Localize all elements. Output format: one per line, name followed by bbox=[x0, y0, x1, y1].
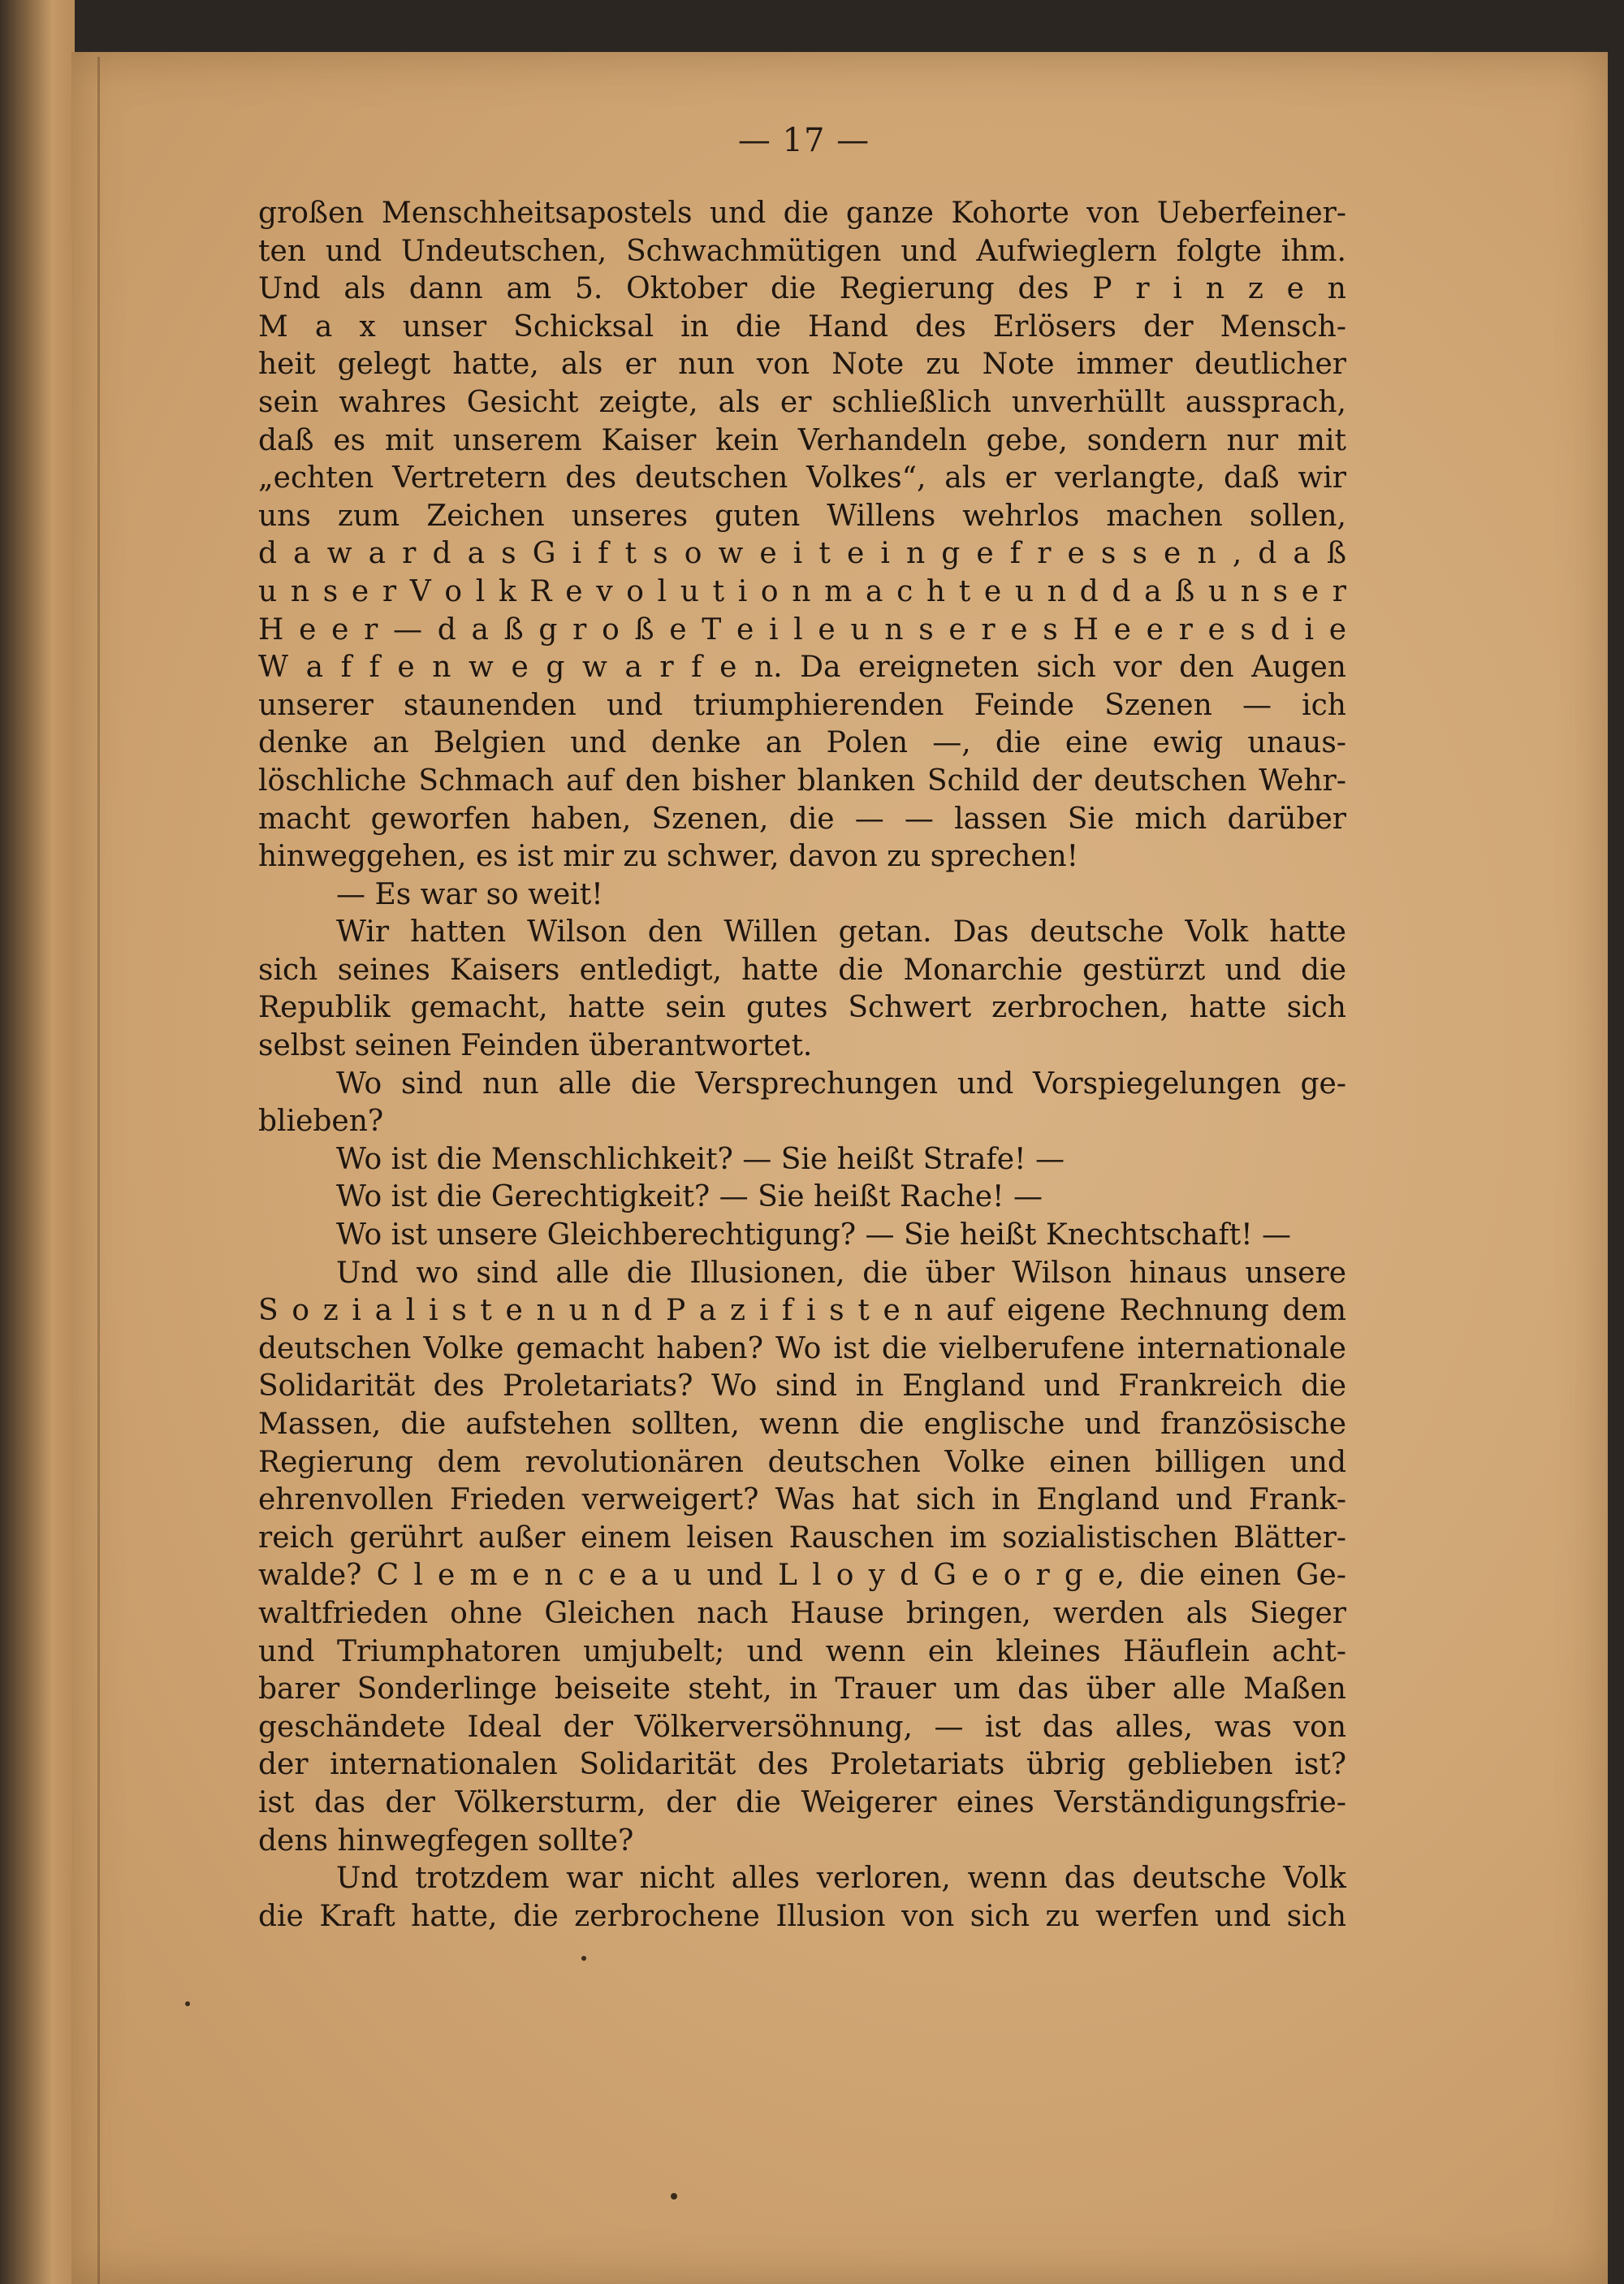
text-line: d a w a r d a s G i f t s o w e i t e i n g e f r e s s e n , d a ß bbox=[258, 537, 1346, 571]
body-text bbox=[258, 195, 1346, 1936]
text-line: H e e r — d a ß g r o ß e T e i l e u n s e r e s H e e r e s d i e bbox=[258, 612, 1346, 647]
text-line: — Es war so weit! bbox=[336, 877, 603, 911]
text-line: macht geworfen haben, Szenen, die — — lassen Sie mich darüber bbox=[258, 802, 1346, 836]
text-line: ist das der Völkersturm, der die Weigerer eines Verständigungsfrie- bbox=[258, 1785, 1346, 1819]
text-line: Und trotzdem war nicht alles verloren, wenn das deutsche Volk bbox=[336, 1862, 1346, 1896]
text-line: die Kraft hatte, die zerbrochene Illusion von sich zu werfen und sich bbox=[258, 1899, 1346, 1933]
text-line: ehrenvollen Frieden verweigert? Was hat sich in England und Frank- bbox=[258, 1483, 1346, 1517]
text-line: Wir hatten Wilson den Willen getan. Das deutsche Volk hatte bbox=[336, 915, 1346, 950]
text-line: sich seines Kaisers entledigt, hatte die Monarchie gestürzt und die bbox=[258, 953, 1346, 987]
text-line: blieben? bbox=[258, 1105, 384, 1139]
page-number: — 17 — bbox=[737, 122, 870, 159]
text-line: geschändete Ideal der Völkerversöhnung, — ist das alles, was von bbox=[258, 1710, 1346, 1744]
text-line: W a f f e n w e g w a r f e n. Da ereigneten sich vor den Augen bbox=[258, 651, 1346, 685]
text-line: ten und Undeutschen, Schwachmütigen und Aufwieglern folgte ihm. bbox=[258, 234, 1346, 268]
text-line: deutschen Volke gemacht haben? Wo ist die vielberufene internationale bbox=[258, 1331, 1346, 1365]
page-fold-line bbox=[97, 57, 100, 2284]
text-line: großen Menschheitsapostels und die ganze Kohorte von Ueberfeiner- bbox=[258, 197, 1346, 230]
book-spine-edge bbox=[0, 0, 75, 2284]
text-line: uns zum Zeichen unseres guten Willens wehrlos machen sollen, bbox=[258, 499, 1346, 533]
text-line: daß es mit unserem Kaiser kein Verhandeln gebe, sondern nur mit bbox=[258, 423, 1346, 457]
paper-speck bbox=[581, 1956, 586, 1961]
text-line: der internationalen Solidarität des Proletariats übrig geblieben ist? bbox=[258, 1748, 1346, 1782]
text-line: u n s e r V o l k R e v o l u t i o n m a c h t e u n d d a ß u n s e r bbox=[258, 574, 1346, 608]
text-line: S o z i a l i s t e n u n d P a z i f i s t e n auf eigene Rechnung dem bbox=[258, 1294, 1346, 1328]
text-line: Wo ist die Menschlichkeit? — Sie heißt Strafe! — bbox=[336, 1142, 1065, 1176]
text-line: denke an Belgien und denke an Polen —, die eine ewig unaus- bbox=[258, 726, 1346, 760]
text-line: selbst seinen Feinden überantwortet. bbox=[258, 1029, 813, 1063]
text-line: Republik gemacht, hatte sein gutes Schwert zerbrochen, hatte sich bbox=[258, 991, 1346, 1025]
text-line: Solidarität des Proletariats? Wo sind in England und Frankreich die bbox=[258, 1369, 1346, 1404]
paper-speck bbox=[185, 2001, 190, 2006]
text-line: reich gerührt außer einem leisen Rauschen im sozialistischen Blätter- bbox=[258, 1521, 1346, 1555]
text-line: Wo sind nun alle die Versprechungen und Vorspiegelungen ge- bbox=[336, 1066, 1346, 1101]
text-line: sein wahres Gesicht zeigte, als er schließlich unverhüllt aussprach, bbox=[258, 385, 1346, 419]
text-line: Und als dann am 5. Oktober die Regierung des P r i n z e n bbox=[258, 272, 1346, 306]
text-line: waltfrieden ohne Gleichen nach Hause bringen, werden als Sieger bbox=[258, 1596, 1346, 1630]
paper-speck bbox=[671, 2193, 677, 2200]
text-line: „echten Vertretern des deutschen Volkes“, als er verlangte, daß wir bbox=[258, 461, 1346, 495]
text-line: dens hinwegfegen sollte? bbox=[258, 1823, 634, 1858]
text-line: löschliche Schmach auf den bisher blanken Schild der deutschen Wehr- bbox=[258, 763, 1346, 798]
text-line: heit gelegt hatte, als er nun von Note zu Note immer deutlicher bbox=[258, 348, 1346, 382]
text-line: Und wo sind alle die Illusionen, die über Wilson hinaus unsere bbox=[336, 1256, 1346, 1290]
text-line: unserer staunenden und triumphierenden Feinde Szenen — ich bbox=[258, 688, 1346, 722]
text-line: Wo ist unsere Gleichberechtigung? — Sie heißt Knechtschaft! — bbox=[336, 1218, 1292, 1252]
text-line: hinweggehen, es ist mir zu schwer, davon zu sprechen! bbox=[258, 840, 1079, 874]
text-line: walde? C l e m e n c e a u und L l o y d G e o r g e, die einen Ge- bbox=[258, 1559, 1346, 1593]
text-line: Massen, die aufstehen sollten, wenn die englische und französische bbox=[258, 1408, 1346, 1441]
text-line: und Triumphatoren umjubelt; und wenn ein kleines Häuflein acht- bbox=[258, 1634, 1346, 1668]
text-line: M a x unser Schicksal in die Hand des Erlösers der Mensch- bbox=[258, 309, 1346, 344]
text-line: barer Sonderlinge beiseite steht, in Trauer um das über alle Maßen bbox=[258, 1672, 1346, 1707]
text-line: Wo ist die Gerechtigkeit? — Sie heißt Rache! — bbox=[336, 1180, 1043, 1214]
text-line: Regierung dem revolutionären deutschen Volke einen billigen und bbox=[258, 1445, 1346, 1479]
